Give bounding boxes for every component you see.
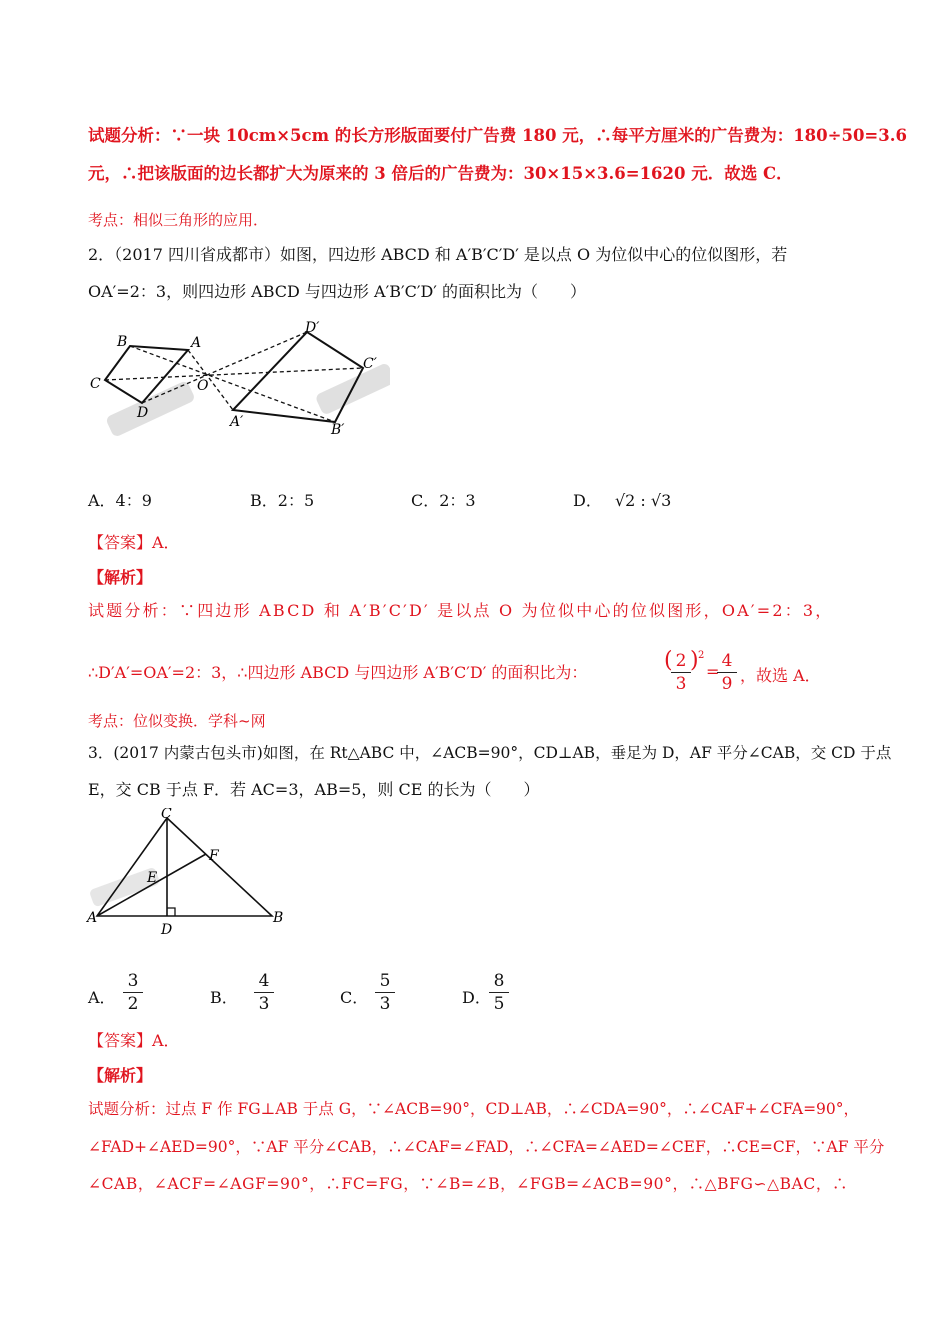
q3-d-num: 8: [489, 970, 509, 993]
paren-open: (: [664, 648, 673, 673]
q2-option-b[interactable]: B．2：5: [250, 491, 315, 510]
q3-b-den: 3: [258, 994, 270, 1014]
q2-ratio-num: 2: [671, 650, 691, 673]
q3-option-b[interactable]: B．: [210, 988, 238, 1007]
q3-analysis-line2: ∠FAD+∠AED=90°，∵AF 平分∠CAB，∴∠CAF=∠FAD，∴∠CFA=∠AED=∠CEF，∴CE=CF，∵AF 平分: [88, 1138, 885, 1156]
q2-option-a[interactable]: A．4：9: [88, 491, 152, 510]
kaodian-prev: 考点：相似三角形的应用．: [88, 211, 269, 229]
label-c: C: [90, 376, 101, 392]
label-d-prime: D′: [305, 320, 320, 336]
label-f-3: F: [209, 848, 219, 864]
right-angle-mark: [167, 908, 175, 916]
q3-option-c[interactable]: C．: [340, 988, 369, 1007]
q3-option-d-fraction: [489, 970, 509, 1015]
label-d: D: [137, 405, 149, 421]
q3-d-den: 5: [493, 994, 505, 1014]
q3-b-num: 4: [254, 970, 274, 993]
label-b-prime: B′: [331, 422, 345, 438]
label-c-prime: C′: [363, 356, 377, 372]
q3-c-den: 3: [379, 994, 391, 1014]
q2-answer: 【答案】A．: [88, 533, 180, 552]
q2-result-fraction: [717, 650, 737, 695]
q3-a-den: 2: [127, 994, 139, 1014]
q3-analysis-line3: ∠CAB，∠ACF=∠AGF=90°，∴FC=FG，∵∠B=∠B，∠FGB=∠ACB=90°，∴△BFG∽△BAC，∴: [88, 1175, 849, 1193]
q2-analysis-line1: 试题分析：∵四边形 ABCD 和 A′B′C′D′ 是以点 O 为位似中心的位似图形，OA′=2：3，: [88, 601, 834, 620]
q2-stem-line2: OA′=2：3，则四边形 ABCD 与四边形 A′B′C′D′ 的面积比为（ ）: [88, 282, 587, 301]
q3-option-a-fraction: [123, 970, 143, 1015]
label-e-3: E: [147, 870, 158, 886]
q2-option-c[interactable]: C．2：3: [411, 491, 476, 510]
q3-option-c-fraction: [375, 970, 395, 1015]
analysis-prev-line2: 元，∴把该版面的边长都扩大为原来的 3 倍后的广告费为：30×15×3.6=1620 元．故选 C．: [88, 164, 793, 183]
q2-ratio-den: 3: [675, 674, 687, 694]
label-a-3: A: [87, 910, 98, 926]
q3-option-b-fraction: [254, 970, 274, 1015]
paren-close: ): [690, 648, 699, 673]
label-a-prime: A′: [230, 414, 244, 430]
quad-a2b2c2d2: [233, 332, 363, 422]
q3-jiexi: 【解析】: [88, 1066, 153, 1085]
q3-c-num: 5: [375, 970, 395, 993]
label-b: B: [117, 334, 128, 350]
q3-stem-line1: 3．(2017 内蒙古包头市)如图，在 Rt△ABC 中，∠ACB=90°，CD⊥AB，垂足为 D，AF 平分∠CAB，交 CD 于点: [88, 744, 892, 762]
q2-kaodian: 考点：位似变换．学科~网: [88, 712, 266, 730]
label-c-3: C: [161, 808, 172, 822]
q2-result-den: 9: [721, 674, 733, 694]
q3-option-d[interactable]: D．: [462, 988, 491, 1007]
label-a: A: [191, 335, 202, 351]
q3-option-a[interactable]: A．: [88, 988, 116, 1007]
q2-option-d[interactable]: [573, 488, 671, 511]
q3-figure: [85, 808, 295, 938]
q2-ratio-fraction: [671, 650, 691, 695]
q2-analysis-tail: ，故选 A．: [740, 666, 821, 685]
q3-answer: 【答案】A．: [88, 1031, 180, 1050]
q3-analysis-line1: 试题分析：过点 F 作 FG⊥AB 于点 G，∵∠ACB=90°，CD⊥AB，∴∠CDA=90°，∴∠CAF+∠CFA=90°，: [88, 1100, 860, 1118]
label-o: O: [197, 378, 209, 394]
label-d-3: D: [161, 922, 173, 938]
q2-ratio-exp: 2: [698, 650, 705, 661]
q2-jiexi: 【解析】: [88, 568, 153, 587]
q2-stem-line1: 2．（2017 四川省成都市）如图，四边形 ABCD 和 A′B′C′D′ 是以点 O 为位似中心的位似图形，若: [88, 245, 788, 264]
q2-analysis-text: ∴D′A′=OA′=2：3，∴四边形 ABCD 与四边形 A′B′C′D′ 的面积比为：: [88, 663, 588, 682]
q2-figure: [85, 318, 390, 443]
q2-analysis-line2: [88, 663, 587, 683]
equals-sign: =: [706, 662, 720, 681]
q3-a-num: 3: [123, 970, 143, 993]
analysis-prev-line1: 试题分析：∵一块 10cm×5cm 的长方形版面要付广告费 180 元，∴每平方厘米的广告费为：180÷50=3.6: [88, 126, 907, 145]
q2-option-d-expr: √2 : √3: [614, 491, 672, 510]
q2-result-num: 4: [717, 650, 737, 673]
label-b-3: B: [273, 910, 284, 926]
q2-option-d-label: D．: [573, 491, 602, 510]
q3-stem-line2: E，交 CB 于点 F．若 AC=3，AB=5，则 CE 的长为（ ）: [88, 780, 540, 799]
